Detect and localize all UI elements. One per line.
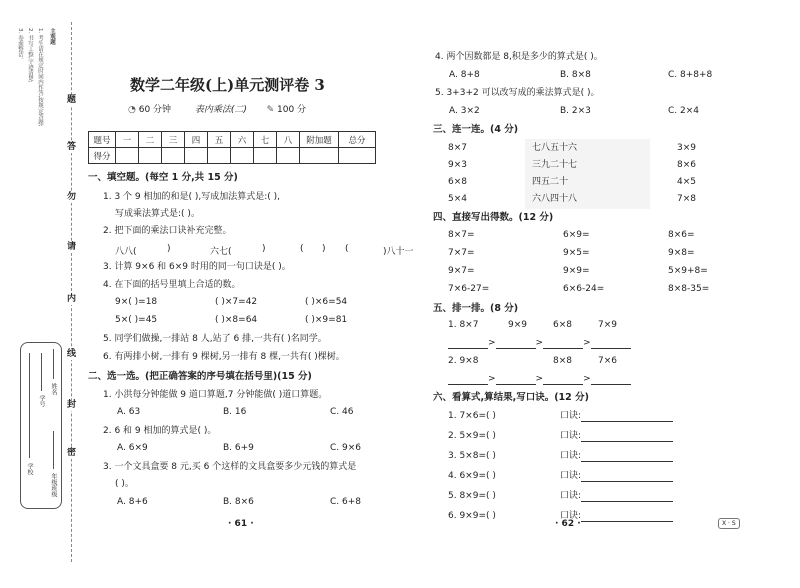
table-cell: 题号 (89, 132, 116, 148)
kou-line[interactable] (560, 471, 673, 482)
order-item: 7×6 (598, 356, 617, 366)
formula-item: 3. 5×8=( ) (448, 451, 496, 461)
q2-3-line-b: ( )。 (115, 479, 134, 489)
answer-blank[interactable] (496, 375, 536, 385)
kou-blank[interactable] (581, 412, 673, 422)
score-cell[interactable] (277, 148, 300, 164)
q1-2-open: ( (345, 244, 349, 254)
q1-5: 5. 同学们做操,一排站 8 人,站了 6 排,一共有( )名同学。 (103, 334, 327, 344)
kou-blank[interactable] (581, 432, 673, 442)
formula-item: 5. 8×9=( ) (448, 491, 496, 501)
q2-5: 5. 3+3+2 可以改写成的乘法算式是( )。 (435, 88, 600, 98)
connect-middle-item[interactable]: 三九二十七 (532, 160, 578, 170)
score-cell[interactable] (185, 148, 208, 164)
q1-1-line-a: 1. 3 个 9 相加的和是( ),写成加法算式是:( ), (103, 192, 281, 202)
table-cell: 三 (162, 132, 185, 148)
kou-line[interactable] (560, 431, 673, 442)
table-cell: 一 (116, 132, 139, 148)
answer-blank[interactable] (448, 375, 488, 385)
binding-char: 请 (66, 242, 76, 252)
score-cell[interactable] (139, 148, 162, 164)
score-cell[interactable] (339, 148, 376, 164)
kou-blank[interactable] (581, 452, 673, 462)
score-cell[interactable] (162, 148, 185, 164)
q2-4: 4. 两个因数都是 8,积是多少的算式是( )。 (435, 52, 603, 62)
table-cell: 二 (139, 132, 162, 148)
kou-label: 口诀: (560, 491, 582, 501)
binding-char: 密 (66, 448, 76, 458)
connect-right-item[interactable]: 8×6 (677, 160, 696, 170)
kou-label: 口诀: (560, 451, 582, 461)
q1-2-item: 八八( (115, 247, 137, 257)
binding-char: 答 (66, 142, 76, 152)
name-label: 姓名 (50, 383, 57, 395)
unit-topic: 表内乘法(二) (194, 105, 247, 115)
clock-icon: ◔ (128, 105, 136, 115)
kou-line[interactable] (560, 451, 673, 462)
option: C. 8+8+8 (668, 70, 713, 80)
formula-item: 1. 7×6=( ) (448, 411, 496, 421)
answer-blank[interactable] (591, 375, 631, 385)
q1-2-item: 六七( (210, 247, 232, 257)
school-field[interactable] (29, 353, 30, 458)
q1-4: 4. 在下面的括号里填上合适的数。 (103, 280, 241, 290)
calc-item[interactable]: 7×7= (448, 248, 475, 258)
order-item: 9×9 (508, 320, 527, 330)
table-cell: 七 (254, 132, 277, 148)
score-table (88, 131, 376, 164)
margin-note-line: 3. 卷面整洁。 (17, 28, 23, 63)
q1-2-close: ) (262, 244, 266, 254)
grade-field[interactable] (53, 431, 54, 469)
q1-2: 2. 把下面的乘法口诀补充完整。 (103, 226, 232, 236)
option: B. 8×8 (560, 70, 591, 80)
kou-blank[interactable] (581, 472, 673, 482)
binding-char: 内 (66, 294, 76, 304)
section-4-heading: 四、直接写出得数。(12 分) (433, 212, 554, 223)
calc-item[interactable]: 9×5= (563, 248, 590, 258)
student-number-label: 学号 (38, 395, 45, 407)
answer-blank[interactable] (448, 339, 488, 349)
option: A. 8+6 (117, 497, 148, 507)
q1-2-item: )八十一 (383, 247, 414, 257)
exam-meta (128, 102, 306, 115)
connect-left-item[interactable]: 9×3 (448, 160, 467, 170)
order-item: 7×9 (598, 320, 617, 330)
order-item: 8×8 (553, 356, 572, 366)
option: B. 8×6 (223, 497, 254, 507)
connect-middle-item[interactable]: 六八四十八 (532, 194, 578, 204)
formula-item: 2. 5×9=( ) (448, 431, 496, 441)
table-cell: 得分 (89, 148, 116, 164)
page-number-right: · 62 · (555, 519, 581, 529)
gt-sign: > (488, 338, 496, 348)
kou-label: 口诀: (560, 411, 582, 421)
section-6-heading: 六、看算式,算结果,写口诀。(12 分) (433, 392, 589, 403)
q1-6: 6. 有两排小树,一排有 9 棵树,另一排有 8 棵,一共有( )棵树。 (103, 352, 345, 362)
binding-char: 勿 (66, 192, 76, 202)
connect-right-item[interactable]: 3×9 (677, 143, 696, 153)
q1-2-item: ( (300, 244, 304, 254)
binding-char: 封 (66, 400, 76, 410)
page-title: 数学二年级(上)单元测评卷 3 (130, 76, 325, 94)
section-5-heading: 五、排一排。(8 分) (433, 303, 519, 314)
kou-label: 口诀: (560, 511, 582, 521)
score-cell[interactable] (254, 148, 277, 164)
option: C. 9×6 (330, 443, 361, 453)
answer-blank[interactable] (496, 339, 536, 349)
q1-2-close: ) (322, 244, 326, 254)
table-cell: 五 (208, 132, 231, 148)
section-3-heading: 三、连一连。(4 分) (433, 124, 519, 135)
option: B. 6+9 (223, 443, 254, 453)
score-table-header-row (89, 132, 376, 148)
margin-note-line: 1. 考生请在规定时间内作答,按规定答题; (37, 28, 43, 127)
connect-middle-item[interactable]: 四五二十 (532, 177, 569, 187)
option: A. 8+8 (449, 70, 480, 80)
q1-1-line-b: 写成乘法算式是:( )。 (115, 209, 200, 219)
section-1-heading: 一、填空题。(每空 1 分,共 15 分) (88, 172, 238, 183)
calc-item[interactable]: 8×6= (668, 230, 695, 240)
order-item: 2. 9×8 (448, 356, 479, 366)
score-cell[interactable] (231, 148, 254, 164)
calc-item[interactable]: 6×9= (563, 230, 590, 240)
q2-1: 1. 小洪每分钟能做 9 道口算题,7 分钟能做( )道口算题。 (103, 390, 328, 400)
option: A. 63 (117, 407, 141, 417)
score-cell[interactable] (208, 148, 231, 164)
calc-item[interactable]: 9×7= (448, 266, 475, 276)
connect-right-item[interactable]: 4×5 (677, 177, 696, 187)
time-limit: 60 分钟 (138, 105, 172, 115)
order-item: 1. 8×7 (448, 320, 479, 330)
binding-char: 题 (66, 95, 76, 105)
q1-2-close: ) (167, 244, 171, 254)
table-cell: 总分 (339, 132, 376, 148)
q2-2: 2. 6 和 9 相加的算式是( )。 (103, 426, 217, 436)
option: A. 6×9 (117, 443, 148, 453)
option: A. 3×2 (449, 106, 480, 116)
calc-item[interactable]: 8×7= (448, 230, 475, 240)
order-answer-row[interactable] (448, 374, 631, 385)
option: B. 2×3 (560, 106, 591, 116)
margin-note-title: 主观题 (49, 28, 55, 45)
table-cell: 附加题 (300, 132, 339, 148)
margin-instructions (6, 28, 58, 198)
connect-middle-item[interactable]: 七八五十六 (532, 143, 578, 153)
binding-char: 线 (66, 349, 76, 359)
table-cell: 八 (277, 132, 300, 148)
connect-left-item[interactable]: 8×7 (448, 143, 467, 153)
score-table-score-row (89, 148, 376, 164)
option: C. 46 (330, 407, 354, 417)
answer-blank[interactable] (543, 375, 583, 385)
margin-note-line: 2. 书写工整,字迹清楚; (27, 28, 33, 83)
calc-item[interactable]: 6×6-24= (563, 284, 605, 294)
total-score: 100 分 (277, 105, 307, 115)
kou-label: 口诀: (560, 431, 582, 441)
q1-4-item: ( )×6=54 (305, 297, 348, 307)
connect-left-item[interactable]: 5×4 (448, 194, 467, 204)
kou-blank[interactable] (581, 512, 673, 522)
option: B. 16 (223, 407, 247, 417)
order-item: 6×8 (553, 320, 572, 330)
calc-item[interactable]: 9×8= (668, 248, 695, 258)
score-cell[interactable] (116, 148, 139, 164)
student-number-field[interactable] (41, 353, 42, 391)
kou-line[interactable] (560, 411, 673, 422)
calc-item[interactable]: 9×9= (563, 266, 590, 276)
formula-item: 4. 6×9=( ) (448, 471, 496, 481)
formula-item: 6. 9×9=( ) (448, 511, 496, 521)
calc-item[interactable]: 7×6-27= (448, 284, 490, 294)
q1-4-item: ( )×7=42 (215, 297, 258, 307)
q1-4-item: 5×( )=45 (115, 315, 158, 325)
q1-4-item: ( )×9=81 (305, 315, 348, 325)
q2-3-line-a: 3. 一个文具盒要 8 元,买 6 个这样的文具盒要多少元钱的算式是 (103, 462, 357, 472)
gt-sign: > (583, 338, 591, 348)
table-cell: 六 (231, 132, 254, 148)
gt-sign: > (535, 338, 544, 348)
answer-blank[interactable] (591, 339, 631, 349)
corner-tag: X · S (718, 518, 740, 529)
score-cell[interactable] (300, 148, 339, 164)
calc-item[interactable]: 5×9+8= (668, 266, 708, 276)
gt-sign: > (488, 374, 496, 384)
connect-right-item[interactable]: 7×8 (677, 194, 696, 204)
kou-line[interactable] (560, 491, 673, 502)
table-cell: 四 (185, 132, 208, 148)
school-label: 学校 (26, 463, 33, 475)
calc-item[interactable]: 8×8-35= (668, 284, 710, 294)
student-info-box (20, 342, 62, 509)
connect-left-item[interactable]: 6×8 (448, 177, 467, 187)
kou-label: 口诀: (560, 471, 582, 481)
order-answer-row[interactable] (448, 338, 631, 349)
q1-4-item: ( )×8=64 (215, 315, 258, 325)
kou-blank[interactable] (581, 492, 673, 502)
answer-blank[interactable] (543, 339, 583, 349)
grade-label: 年级班级 (50, 473, 57, 497)
gt-sign: > (535, 374, 544, 384)
score-icon: ✎ (266, 105, 275, 115)
section-2-heading: 二、选一选。(把正确答案的序号填在括号里)(15 分) (88, 371, 312, 382)
page-number-left: · 61 · (228, 519, 254, 529)
option: C. 6+8 (330, 497, 361, 507)
q1-4-item: 9×( )=18 (115, 297, 158, 307)
gt-sign: > (583, 374, 591, 384)
option: C. 2×4 (668, 106, 699, 116)
name-field[interactable] (53, 349, 54, 379)
q1-3: 3. 计算 9×6 和 6×9 时用的同一句口诀是( )。 (103, 262, 291, 272)
